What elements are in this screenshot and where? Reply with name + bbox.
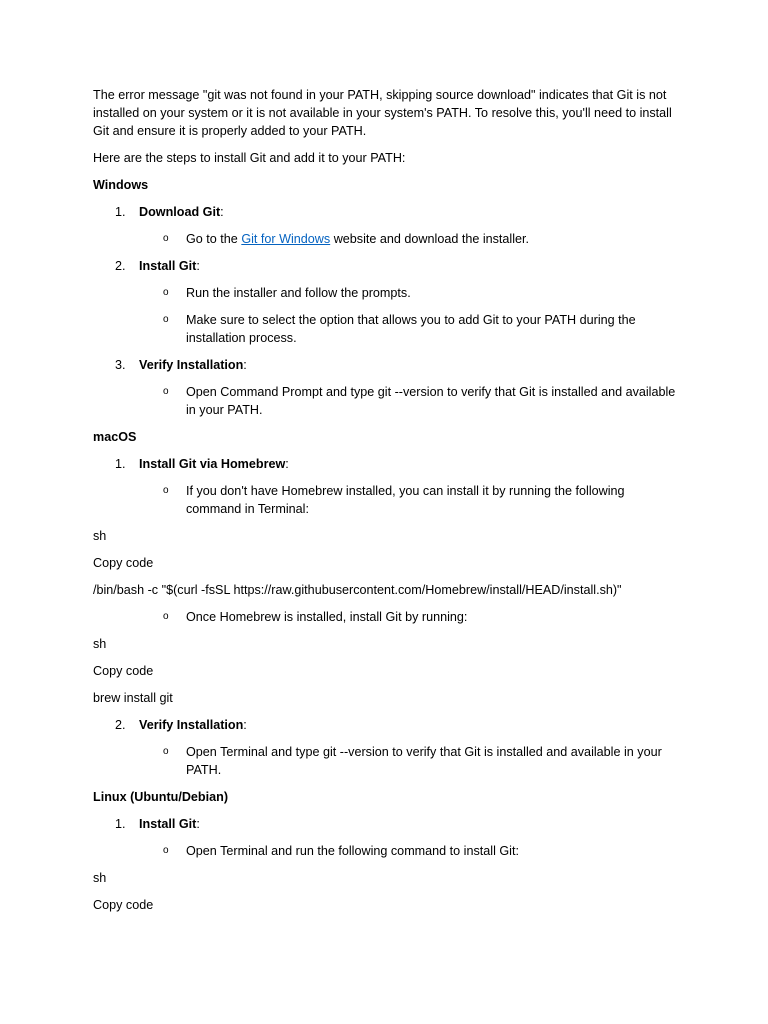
windows-step-verify-installation — [93, 356, 683, 374]
bullet-marker: o — [163, 233, 169, 244]
step-colon: : — [196, 259, 200, 273]
bullet-marker: o — [163, 386, 169, 397]
code-language-label: sh — [93, 871, 107, 885]
step-label: Install Git — [139, 817, 197, 831]
step-number: 3. — [115, 358, 126, 372]
macos-heading: macOS — [93, 430, 137, 444]
bullet-text: Run the installer and follow the prompts. — [186, 286, 411, 300]
step-label: Download Git — [139, 205, 221, 219]
list-item — [93, 284, 683, 302]
macos-step-verify-installation — [93, 716, 683, 734]
list-item — [93, 383, 683, 419]
step-number: 1. — [115, 205, 126, 219]
step-number: 1. — [115, 457, 126, 471]
copy-code-button[interactable]: Copy code — [93, 664, 154, 678]
copy-code-button[interactable]: Copy code — [93, 898, 154, 912]
step-number: 2. — [115, 259, 126, 273]
bullet-marker: o — [163, 287, 169, 298]
step-colon: : — [243, 718, 247, 732]
step-label: Install Git via Homebrew — [139, 457, 286, 471]
bullet-text-pre: Go to the — [186, 232, 242, 246]
step-colon: : — [220, 205, 224, 219]
step-colon: : — [285, 457, 289, 471]
list-item — [93, 743, 683, 779]
step-colon: : — [243, 358, 247, 372]
bullet-marker: o — [163, 485, 169, 496]
bullet-text-post: website and download the installer. — [330, 232, 530, 246]
bullet-text: Make sure to select the option that allows you to add Git to your PATH during the installation process. — [186, 313, 636, 345]
code-line: brew install git — [93, 691, 173, 705]
bullet-text: If you don't have Homebrew installed, you can install it by running the following command in Terminal: — [186, 484, 625, 516]
step-number: 1. — [115, 817, 126, 831]
list-item — [93, 311, 683, 347]
step-number: 2. — [115, 718, 126, 732]
list-item — [93, 230, 683, 248]
windows-heading: Windows — [93, 178, 149, 192]
list-item — [93, 482, 683, 518]
step-label: Install Git — [139, 259, 197, 273]
copy-code-button[interactable]: Copy code — [93, 556, 154, 570]
windows-step-install-git — [93, 257, 683, 275]
intro-paragraph: The error message "git was not found in your PATH, skipping source download" indicates that Git is not installed on your system or it is not available in your system's PATH. To resolve this, you'll need to install Git and ensure it is properly added to your PATH. — [93, 88, 672, 138]
document-page — [93, 86, 683, 923]
linux-heading: Linux (Ubuntu/Debian) — [93, 790, 229, 804]
list-item — [93, 608, 683, 626]
bullet-marker: o — [163, 611, 169, 622]
list-item — [93, 842, 683, 860]
code-line: /bin/bash -c "$(curl -fsSL https://raw.githubusercontent.com/Homebrew/install/HEAD/install.sh)" — [93, 583, 622, 597]
bullet-marker: o — [163, 845, 169, 856]
macos-step-install-git-homebrew — [93, 455, 683, 473]
step-colon: : — [196, 817, 200, 831]
linux-step-install-git — [93, 815, 683, 833]
bullet-marker: o — [163, 746, 169, 757]
windows-step-download-git — [93, 203, 683, 221]
steps-intro: Here are the steps to install Git and add it to your PATH: — [93, 151, 406, 165]
bullet-text: Open Command Prompt and type git --version to verify that Git is installed and available in your PATH. — [186, 385, 676, 417]
bullet-text: Open Terminal and run the following command to install Git: — [186, 844, 519, 858]
code-language-label: sh — [93, 529, 107, 543]
code-language-label: sh — [93, 637, 107, 651]
step-label: Verify Installation — [139, 358, 244, 372]
git-for-windows-link[interactable]: Git for Windows — [241, 232, 331, 246]
bullet-text: Open Terminal and type git --version to verify that Git is installed and available in your PATH. — [186, 745, 662, 777]
bullet-marker: o — [163, 314, 169, 325]
step-label: Verify Installation — [139, 718, 244, 732]
bullet-text: Once Homebrew is installed, install Git by running: — [186, 610, 468, 624]
